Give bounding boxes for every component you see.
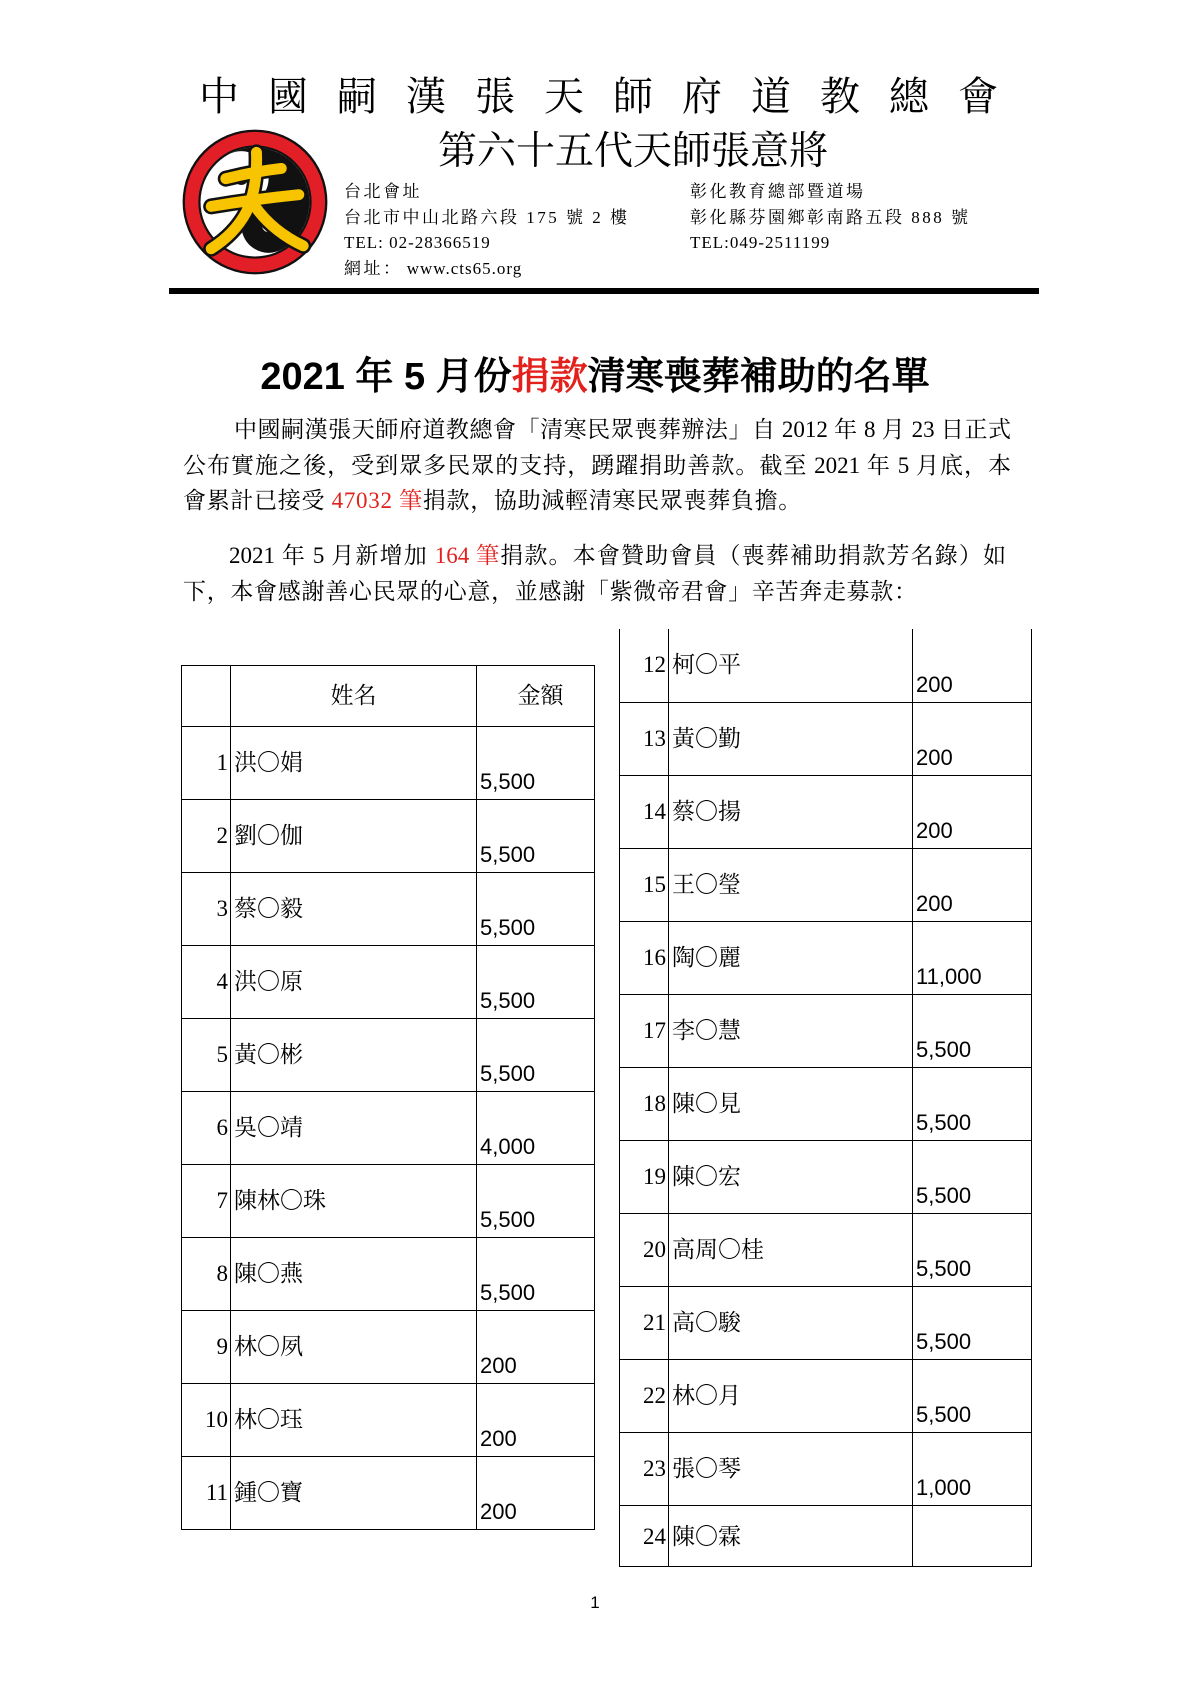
donor-amount: 5,500 <box>477 873 595 946</box>
donor-row <box>620 629 1032 702</box>
donor-number: 23 <box>620 1432 669 1505</box>
donor-number: 8 <box>182 1238 231 1311</box>
donor-amount: 200 <box>477 1457 595 1530</box>
changhua-address-block <box>690 179 971 256</box>
changhua-address: 彰化縣芬園鄉彰南路五段 888 號 <box>690 207 971 227</box>
donor-row <box>182 1238 595 1311</box>
donor-name: 陳〇霖 <box>669 1505 913 1566</box>
donor-number: 5 <box>182 1019 231 1092</box>
donor-number: 2 <box>182 800 231 873</box>
donor-amount: 5,500 <box>477 727 595 800</box>
donor-number: 9 <box>182 1311 231 1384</box>
monthly-donation-count: 164 筆 <box>434 543 501 568</box>
donor-row <box>620 994 1032 1067</box>
donor-amount: 5,500 <box>477 800 595 873</box>
donor-amount: 5,500 <box>913 1140 1032 1213</box>
donor-amount: 5,500 <box>913 1286 1032 1359</box>
donor-row <box>182 1311 595 1384</box>
donor-number: 13 <box>620 702 669 775</box>
donor-row <box>620 1213 1032 1286</box>
celestial-master-title: 第六十五代天師張意將 <box>438 130 829 173</box>
donor-amount: 200 <box>913 775 1032 848</box>
donor-number: 4 <box>182 946 231 1019</box>
donor-number: 20 <box>620 1213 669 1286</box>
donor-name: 蔡〇揚 <box>669 775 913 848</box>
donor-row <box>182 873 595 946</box>
donor-row <box>620 775 1032 848</box>
donor-amount: 11,000 <box>913 921 1032 994</box>
donor-row <box>620 1286 1032 1359</box>
donor-name: 鍾〇寶 <box>231 1457 477 1530</box>
donor-name: 陶〇麗 <box>669 921 913 994</box>
changhua-office-title: 彰化教育總部暨道場 <box>690 182 866 201</box>
donor-amount: 200 <box>477 1311 595 1384</box>
donor-amount: 5,500 <box>913 994 1032 1067</box>
donor-row <box>620 921 1032 994</box>
donor-number: 18 <box>620 1067 669 1140</box>
donor-amount: 5,500 <box>913 1359 1032 1432</box>
donor-row <box>182 946 595 1019</box>
donor-name: 林〇月 <box>669 1359 913 1432</box>
donor-amount: 5,500 <box>477 1238 595 1311</box>
website-line <box>344 256 630 282</box>
donor-number: 10 <box>182 1384 231 1457</box>
total-donation-count: 47032 筆 <box>331 488 423 513</box>
taipei-office-title: 台北會址 <box>344 182 422 201</box>
donor-amount: 5,500 <box>913 1213 1032 1286</box>
donor-name: 王〇瑩 <box>669 848 913 921</box>
donor-amount: 5,500 <box>477 946 595 1019</box>
title-highlight: 捐款 <box>511 356 588 398</box>
donor-number: 6 <box>182 1092 231 1165</box>
donor-name: 黃〇勤 <box>669 702 913 775</box>
website-url: www.cts65.org <box>406 258 523 278</box>
monthly-line-2: 下，本會感謝善心民眾的心意，並感謝「紫微帝君會」辛苦奔走募款： <box>183 579 918 604</box>
donor-table-right <box>619 629 1032 1567</box>
donor-rows-right <box>620 629 1032 1566</box>
donor-name: 蔡〇毅 <box>231 873 477 946</box>
donor-row <box>182 1457 595 1530</box>
donor-name: 黃〇彬 <box>231 1019 477 1092</box>
header-name: 姓名 <box>231 666 477 727</box>
donor-amount: 5,500 <box>477 1019 595 1092</box>
donor-amount: 200 <box>913 629 1032 702</box>
donor-amount: 200 <box>477 1384 595 1457</box>
donor-row <box>182 800 595 873</box>
donor-amount: 5,500 <box>477 1165 595 1238</box>
donor-amount <box>913 1505 1032 1566</box>
donor-number: 19 <box>620 1140 669 1213</box>
title-prefix: 2021 年 5 月份 <box>260 356 512 398</box>
taipei-address: 台北市中山北路六段 175 號 2 樓 <box>344 207 630 227</box>
donor-amount: 4,000 <box>477 1092 595 1165</box>
donor-row <box>182 1384 595 1457</box>
donor-number: 16 <box>620 921 669 994</box>
donor-amount: 200 <box>913 848 1032 921</box>
donor-row <box>182 1019 595 1092</box>
donor-number: 3 <box>182 873 231 946</box>
donor-name: 張〇琴 <box>669 1432 913 1505</box>
donor-number: 12 <box>620 629 669 702</box>
donor-row <box>182 1165 595 1238</box>
monthly-line-1-suffix: 捐款。本會贊助會員（喪葬補助捐款芳名錄）如 <box>500 543 1007 568</box>
donor-name: 陳林〇珠 <box>231 1165 477 1238</box>
donor-number: 1 <box>182 727 231 800</box>
organization-logo <box>182 129 328 275</box>
donor-table-left <box>181 665 595 1530</box>
donor-number: 15 <box>620 848 669 921</box>
donor-number: 21 <box>620 1286 669 1359</box>
intro-line-3-suffix: 捐款，協助減輕清寒民眾喪葬負擔。 <box>422 488 803 513</box>
donor-number: 24 <box>620 1505 669 1566</box>
donor-number: 7 <box>182 1165 231 1238</box>
intro-line-2: 公布實施之後，受到眾多民眾的支持，踴躍捐助善款。截至 2021 年 5 月底，本 <box>183 453 1012 478</box>
donor-name: 陳〇見 <box>669 1067 913 1140</box>
donor-row <box>620 1505 1032 1566</box>
donor-row <box>182 727 595 800</box>
donor-row <box>620 848 1032 921</box>
monthly-line-1 <box>229 539 1006 573</box>
header-number-cell <box>182 666 231 727</box>
header-amount: 金額 <box>477 666 595 727</box>
donor-amount: 1,000 <box>913 1432 1032 1505</box>
donor-rows-left <box>182 727 595 1530</box>
changhua-phone: TEL:049-2511199 <box>690 233 831 252</box>
donor-name: 高〇駿 <box>669 1286 913 1359</box>
donor-name: 劉〇伽 <box>231 800 477 873</box>
donor-row <box>620 1359 1032 1432</box>
donor-name: 吳〇靖 <box>231 1092 477 1165</box>
taipei-phone: TEL: 02-28366519 <box>344 233 491 252</box>
donor-name: 李〇慧 <box>669 994 913 1067</box>
donor-name: 洪〇娟 <box>231 727 477 800</box>
donor-name: 林〇夙 <box>231 1311 477 1384</box>
donor-number: 14 <box>620 775 669 848</box>
donor-name: 柯〇平 <box>669 629 913 702</box>
document-title <box>0 354 1190 400</box>
donor-name: 陳〇燕 <box>231 1238 477 1311</box>
donor-name: 林〇珏 <box>231 1384 477 1457</box>
donor-table-header <box>182 666 595 727</box>
donor-number: 11 <box>182 1457 231 1530</box>
donor-name: 高周〇桂 <box>669 1213 913 1286</box>
donor-number: 22 <box>620 1359 669 1432</box>
title-suffix: 清寒喪葬補助的名單 <box>587 356 930 398</box>
monthly-line-1-prefix: 2021 年 5 月新增加 <box>229 543 435 568</box>
organization-name: 中國嗣漢張天師府道教總會 <box>199 75 1027 119</box>
donor-row <box>620 1432 1032 1505</box>
donor-name: 陳〇宏 <box>669 1140 913 1213</box>
donor-number: 17 <box>620 994 669 1067</box>
donor-row <box>620 1140 1032 1213</box>
donor-name: 洪〇原 <box>231 946 477 1019</box>
intro-line-1: 中國嗣漢張天師府道教總會「清寒民眾喪葬辦法」自 2012 年 8 月 23 日正式 <box>234 417 1012 442</box>
website-label: 網址： <box>344 258 403 278</box>
intro-line-3 <box>183 484 802 518</box>
donor-amount: 200 <box>913 702 1032 775</box>
donor-amount: 5,500 <box>913 1067 1032 1140</box>
intro-line-3-prefix: 會累計已接受 <box>183 488 332 513</box>
donor-row <box>620 1067 1032 1140</box>
donor-row <box>182 1092 595 1165</box>
page-number: 1 <box>590 1593 600 1612</box>
letterhead-divider <box>169 288 1039 294</box>
taipei-address-block <box>344 179 630 281</box>
donor-row <box>620 702 1032 775</box>
